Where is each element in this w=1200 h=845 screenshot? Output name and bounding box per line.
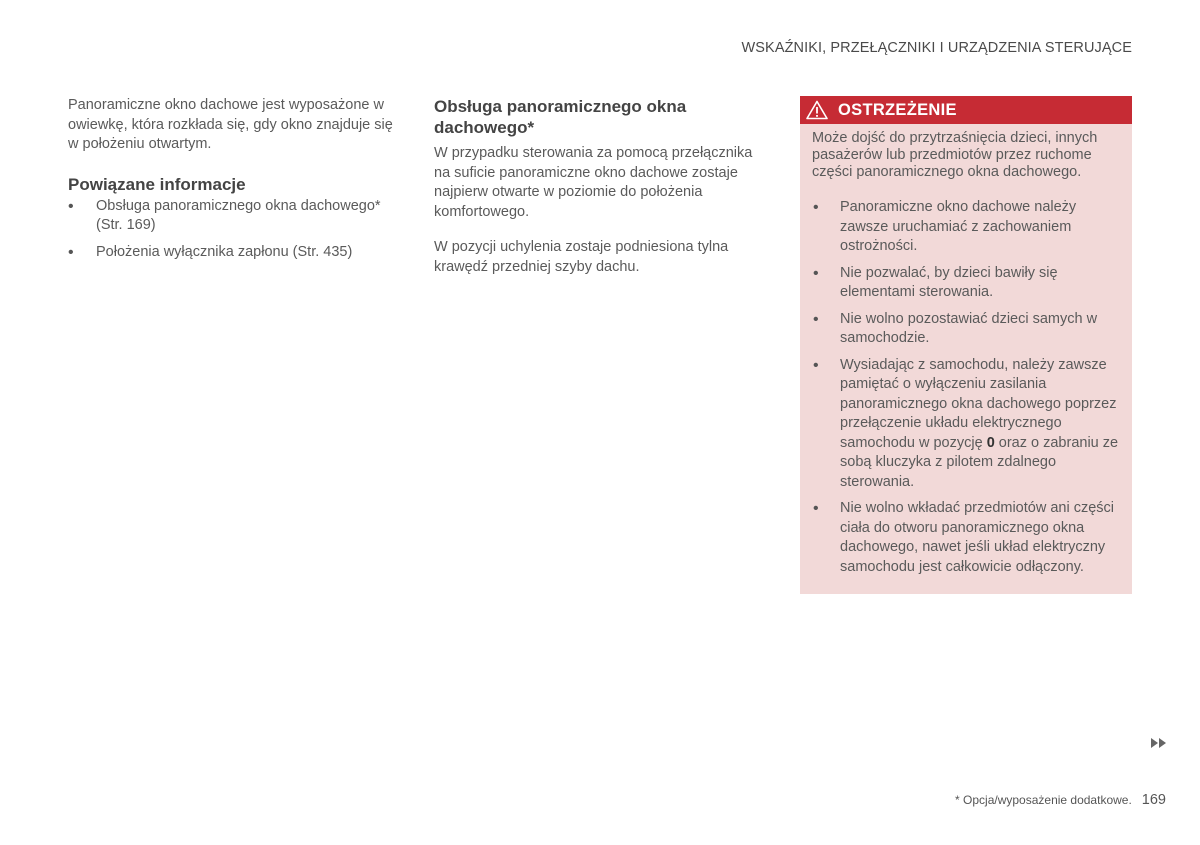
related-link-operation[interactable]: • Obsługa panoramicznego okna dachowego* (Str. 169) (68, 197, 398, 236)
section-header: WSKAŹNIKI, PRZEŁĄCZNIKI I URZĄDZENIA STERUJĄCE (741, 40, 1132, 56)
warning-item: • Nie wolno wkładać przedmiotów ani części ciała do otworu panoramicznego okna dachowego, nawet jeśli układ elektryczny samochodu jest całkowicie odłączony. (812, 499, 1122, 577)
related-list (68, 197, 398, 263)
double-triangle-right-icon (1151, 738, 1167, 748)
warning-body (800, 124, 1132, 577)
warning-box (800, 96, 1132, 594)
intro-paragraph: Panoramiczne okno dachowe jest wyposażone w owiewkę, która rozkłada się, gdy okno znajduje się w położeniu otwartym. (68, 97, 393, 152)
paragraph: W pozycji uchylenia zostaje podniesiona tylna krawędź przedniej szyby dachu. (434, 239, 729, 275)
position-zero: 0 (986, 434, 995, 451)
warning-header (800, 96, 1132, 124)
related-link-ignition[interactable]: • Położenia wyłącznika zapłonu (Str. 435) (68, 243, 398, 263)
related-heading: Powiązane informacje (68, 174, 246, 194)
warning-item: • Nie pozwalać, by dzieci bawiły się elementami sterowania. (812, 264, 1122, 303)
warning-intro: Może dojść do przytrzaśnięcia dzieci, innych pasażerów lub przedmiotów przez ruchome części panoramicznego okna dachowego. (812, 130, 1098, 180)
paragraph: W przypadku sterowania za pomocą przełącznika na suficie panoramiczne okno dachowe zostaje najpierw otwarte w poziomie do położenia komfortowego. (434, 145, 753, 220)
footnote: * Opcja/wyposażenie dodatkowe. (955, 793, 1132, 807)
left-column (68, 96, 398, 269)
warning-item: • Panoramiczne okno dachowe należy zawsze uruchamiać z zachowaniem ostrożności. (812, 198, 1122, 257)
middle-column (434, 96, 754, 293)
page-number: 169 (1141, 792, 1166, 808)
warning-item-text: Wysiadając z samochodu, należy zawsze pamiętać o wyłączeniu zasilania panoramicznego okna dachowego poprzez przełączenie układu elektrycznego samochodu w pozycję (840, 356, 1117, 451)
section-heading: Obsługa panoramicznego okna dachowego* (434, 97, 687, 137)
warning-item-text: oraz o zabraniu ze sobą kluczyka z pilotem zdalnego sterowania. (840, 434, 1119, 490)
warning-title: OSTRZEŻENIE (838, 100, 957, 119)
warning-list (812, 198, 1122, 577)
warning-item (812, 356, 1122, 493)
warning-triangle-icon (806, 100, 828, 120)
page-footer (955, 792, 1166, 808)
warning-item: • Nie wolno pozostawiać dzieci samych w samochodzie. (812, 310, 1122, 349)
